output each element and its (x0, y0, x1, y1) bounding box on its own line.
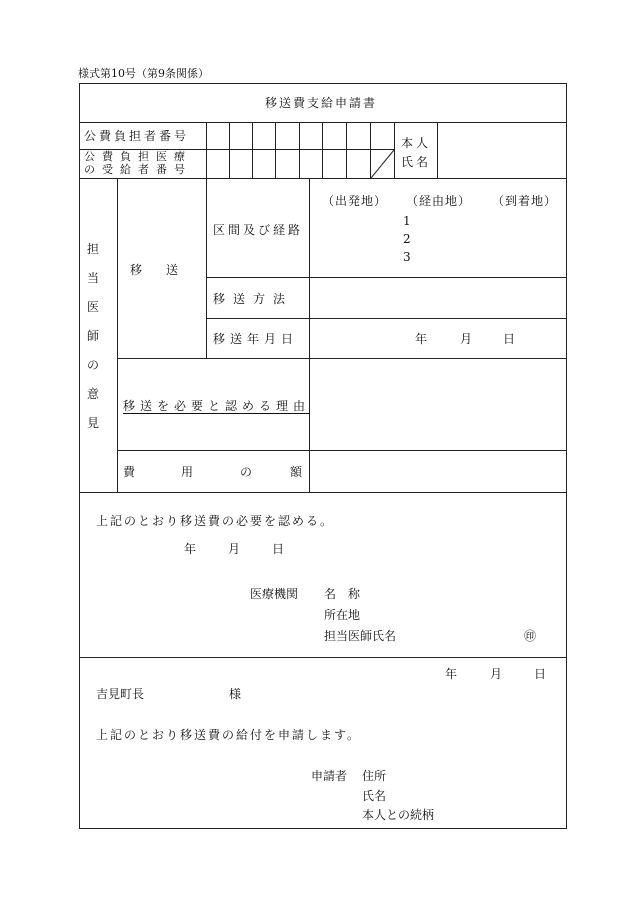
applicant-address-label: 住所 (362, 769, 387, 783)
route-header-via: （経由地） (406, 194, 472, 208)
route-number-2: 2 (403, 232, 411, 246)
cost-label-4: 額 (290, 465, 303, 479)
certification-statement: 上記のとおり移送費の必要を認める。 (96, 514, 335, 528)
certification-date-year: 年 (184, 542, 197, 556)
application-date-year: 年 (445, 667, 458, 681)
transport-date-month: 月 (460, 332, 473, 346)
institution-address-label: 所在地 (324, 608, 361, 622)
transport-date-year: 年 (415, 332, 428, 346)
form-title: 移送費支給申請書 (265, 96, 378, 110)
public-payer-number-label: 公費負担者番号 (84, 129, 190, 143)
transport-date-label: 移送年月日 (213, 332, 299, 346)
doctor-opinion-side-label: 担 当 医 師 の 意 見 (87, 242, 100, 430)
attending-doctor-name-label: 担当医師氏名 (324, 629, 397, 643)
route-header-arrival: （到着地） (492, 194, 558, 208)
person-label-line2: 氏名 (401, 155, 432, 169)
cost-label-1: 費 (123, 465, 136, 479)
institution-name-label: 名 称 (324, 587, 361, 601)
certification-date-month: 月 (228, 542, 241, 556)
applicant-label: 申請者 (311, 769, 348, 783)
person-label-line1: 本人 (401, 136, 432, 150)
route-number-1: 1 (403, 214, 411, 228)
addressee: 吉見町長 (96, 687, 145, 701)
transport-date-day: 日 (503, 332, 516, 346)
route-header-departure: （出発地） (322, 194, 388, 208)
transport-label: 移 送 (130, 263, 179, 277)
route-label: 区間及び経路 (213, 223, 304, 237)
transport-reason-label: 移送を必要と認める理由 (123, 399, 311, 413)
medical-institution-label: 医療機関 (250, 587, 299, 601)
form-number: 様式第10号（第9条関係） (78, 67, 209, 80)
applicant-name-label: 氏名 (362, 789, 387, 803)
transport-method-label: 移送方法 (213, 292, 294, 306)
cost-label-2: 用 (181, 465, 194, 479)
route-number-3: 3 (403, 250, 411, 264)
addressee-honorific: 様 (229, 687, 242, 701)
application-date-month: 月 (490, 667, 503, 681)
certification-date-day: 日 (272, 542, 285, 556)
cost-label-3: の (240, 465, 253, 479)
applicant-relation-label: 本人との続柄 (362, 808, 435, 822)
seal-mark: ㊞ (524, 629, 537, 643)
application-date-day: 日 (534, 667, 547, 681)
recipient-number-label-line1: 公費負担医療 (84, 150, 192, 163)
application-statement: 上記のとおり移送費の給付を申請します。 (96, 728, 362, 742)
recipient-number-label-line2: の受給者番号 (84, 163, 192, 176)
diagonal-slash (370, 149, 395, 179)
